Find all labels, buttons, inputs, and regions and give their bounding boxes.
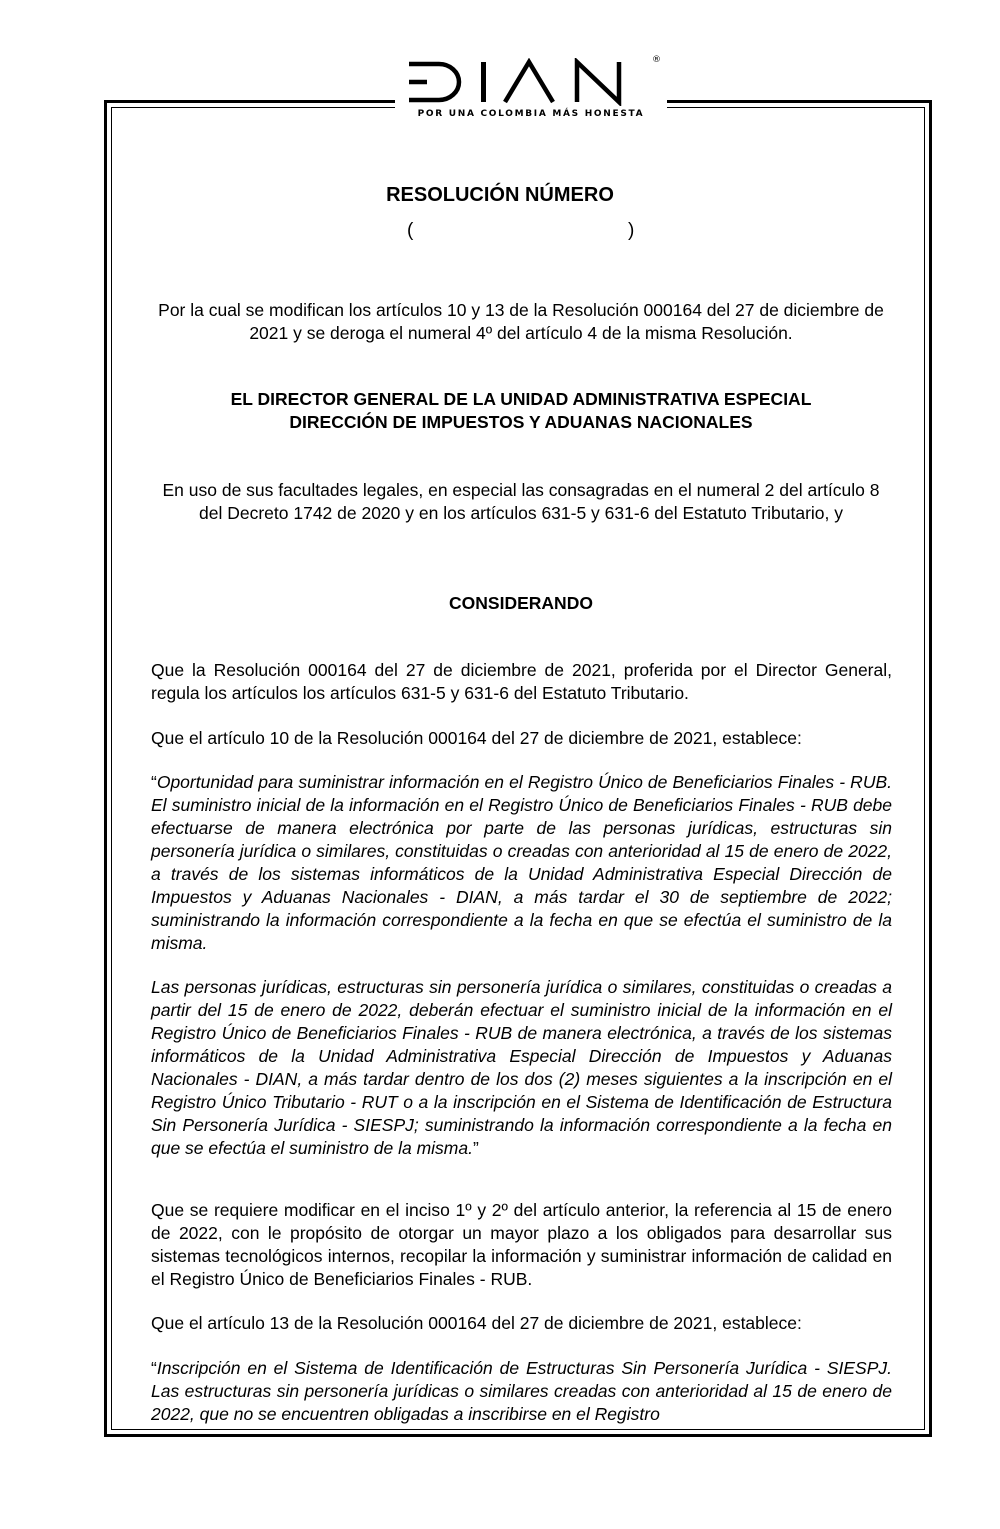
quoted-article-13 (151, 1357, 892, 1426)
quote-close-mark: ” (472, 1138, 479, 1158)
considering-heading: CONSIDERANDO (449, 593, 593, 613)
authority-line-1: EL DIRECTOR GENERAL DE LA UNIDAD ADMINISTRATIVA ESPECIAL (230, 389, 812, 409)
resolution-title: RESOLUCIÓN NÚMERO (386, 184, 614, 206)
quote2-open-mark: “ (151, 1358, 157, 1378)
dian-logo (395, 52, 667, 132)
legal-powers: En uso de sus facultades legales, en especial las consagradas en el numeral 2 del artículo 8 del Decreto 1742 de 2020 y en los artículos 631-5 y 631-6 del Estatuto Tributario, y (162, 480, 880, 523)
registered-mark: ® (652, 55, 661, 65)
considering-paragraph-1: Que la Resolución 000164 del 27 de diciembre de 2021, proferida por el Director General, regula los artículos los artículos 631-5 y 631-6 del Estatuto Tributario. (151, 660, 892, 703)
number-paren-close: ) (628, 220, 635, 241)
article-10-inciso-1: Oportunidad para suministrar información en el Registro Único de Beneficiarios Finales - RUB. El suministro inicial de la información en el Registro Único de Beneficiarios Finales - RUB debe efectuarse de manera electrónica por parte de las personas jurídicas, estructuras sin personería jurídica o similares, constituidas o creadas con anterioridad al 15 de enero de 2022, a través de los sistemas informáticos de la Unidad Administrativa Especial Dirección de Impuestos y Aduanas Nacionales - DIAN, a más tardar el 30 de septiembre de 2022; suministrando la información correspondiente a la fecha en que se efectúa el suministro de la misma. (151, 772, 892, 953)
considering-paragraph-4: Que el artículo 13 de la Resolución 000164 del 27 de diciembre de 2021, establece: (151, 1313, 802, 1333)
resolution-subject: Por la cual se modifican los artículos 10 y 13 de la Resolución 000164 del 27 de diciembre de 2021 y se deroga el numeral 4º del artículo 4 de la misma Resolución. (158, 300, 884, 343)
considering-paragraph-3: Que se requiere modificar en el inciso 1º y 2º del artículo anterior, la referencia al 15 de enero de 2022, con le propósito de otorgar un mayor plazo a los obligados para desarrollar sus sistemas tecnológicos internos, recopilar la información y suministrar información de calidad en el Registro Único de Beneficiarios Finales - RUB. (151, 1200, 892, 1289)
authority-line-2: DIRECCIÓN DE IMPUESTOS Y ADUANAS NACIONALES (289, 412, 753, 432)
quoted-article-10-part-1 (151, 771, 892, 955)
logo-tagline: POR UNA COLOMBIA MÁS HONESTA (417, 109, 645, 119)
article-13-text: Inscripción en el Sistema de Identificación de Estructuras Sin Personería Jurídica - SIESPJ. Las estructuras sin personería jurídicas o similares creadas con anterioridad al 15 de enero de 2022, que no se encuentren obligadas a inscribirse en el Registro (151, 1358, 892, 1424)
quote-open-mark: “ (151, 772, 157, 792)
number-paren-open: ( (407, 220, 414, 241)
considering-paragraph-2: Que el artículo 10 de la Resolución 000164 del 27 de diciembre de 2021, establece: (151, 728, 802, 748)
dian-logo-mark (405, 58, 657, 106)
article-10-inciso-2: Las personas jurídicas, estructuras sin personería jurídica o similares, constituidas o creadas a partir del 15 de enero de 2022, deberán efectuar el suministro inicial de la información en el Registro Único de Beneficiarios Finales - RUB de manera electrónica, a través de los sistemas informáticos de la Unidad Administrativa Especial Dirección de Impuestos y Aduanas Nacionales - DIAN, a más tardar dentro de los dos (2) meses siguientes a la inscripción en el Registro Único Tributario - RUT o a la inscripción en el Sistema de Identificación de Estructura Sin Personería Jurídica - SIESPJ; suministrando la información correspondiente a la fecha en que se efectúa el suministro de la misma. (151, 977, 892, 1158)
quoted-article-10-part-2 (151, 976, 892, 1160)
authority-heading (150, 388, 892, 434)
